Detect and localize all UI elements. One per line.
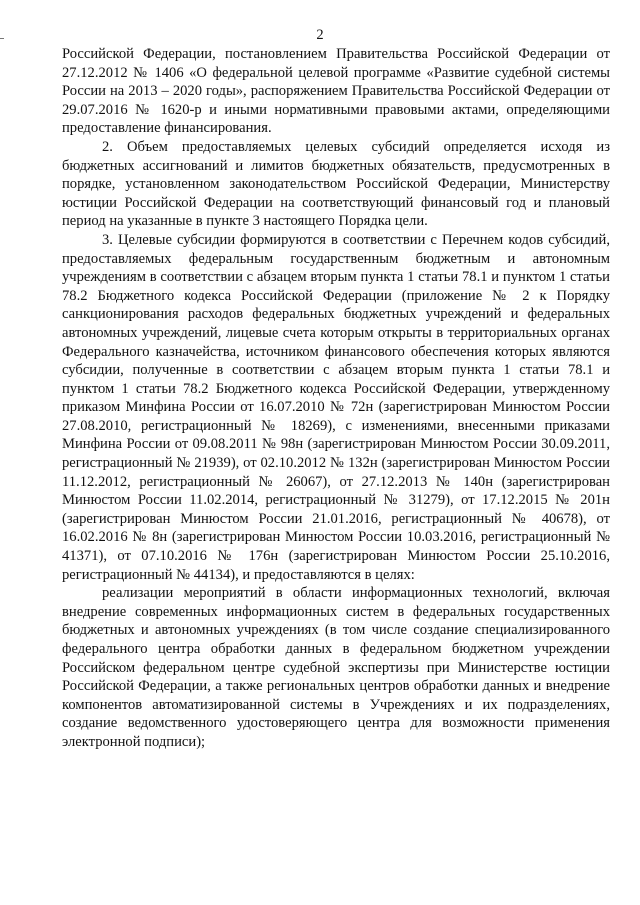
document-body (62, 45, 610, 752)
paragraph-continuation: Российской Федерации, постановлением Правительства Российской Федерации от 27.12.2012 № 1406 «О федеральной целевой программе «Развитие судебной системы России на 2013 – 2020 годы», распоряжением Правительства Российской Федерации от 29.07.2016 № 1620-р и иными нормативными правовыми актами, определяющими предоставление финансирования. (62, 46, 610, 137)
paragraph-purpose-1: реализации мероприятий в области информационных технологий, включая внедрение современных информационных систем в федеральных государственных бюджетных и автономных учреждениях (в том числе создание специализированного федерального центра обработки данных в федеральном бюджетном учреждении Российском федеральном центре судебной экспертизы при Министерстве юстиции Российской Федерации, а также региональных центров обработки данных и внедрение компонентов автоматизированной системы в Учреждениях и их подразделениях, создание ведомственного удостоверяющего центра для возможности применения электронной подписи); (62, 585, 610, 750)
page-number: 2 (316, 27, 324, 43)
paragraph-item-2: 2. Объем предоставляемых целевых субсидий определяется исходя из бюджетных ассигнований и лимитов бюджетных обязательств, предусмотренных в порядке, установленном законодательством Российской Федерации, Министерству юстиции Российской Федерации на соответствующий финансовый год и плановый период на указанные в пункте 3 настоящего Порядка цели. (62, 138, 610, 230)
paragraph-item-3: 3. Целевые субсидии формируются в соответствии с Перечнем кодов субсидий, предоставляемых федеральным государственным бюджетным и автономным учреждениям в соответствии с абзацем вторым пункта 1 статьи 78.1 и пунктом 1 статьи 78.2 Бюджетного кодекса Российской Федерации (приложение № 2 к Порядку санкционирования расходов федеральных бюджетных учреждений и федеральных автономных учреждений, лицевые счета которым открыты в территориальных органах Федерального казначейства, источником финансового обеспечения которых являются субсидии, полученные в соответствии с абзацем вторым пункта 1 статьи 78.1 и пунктом 1 статьи 78.2 Бюджетного кодекса Российской Федерации, утвержденному приказом Минфина России от 16.07.2010 № 72н (зарегистрирован Минюстом России 27.08.2010, регистрационный № 18269), с изменениями, внесенными приказами Минфина России от 09.08.2011 № 98н (зарегистрирован Минюстом России 30.09.2011, регистрационный № 21939), от 02.10.2012 № 132н (зарегистрирован Минюстом России 11.12.2012, регистрационный № 26067), от 27.12.2013 № 140н (зарегистрирован Минюстом России 11.02.2014, регистрационный № 31279), от 17.12.2015 № 201н (зарегистрирован Минюстом России 21.01.2016, регистрационный № 40678), от 16.02.2016 № 8н (зарегистрирован Минюстом России 10.03.2016, регистрационный № 41371), от 07.10.2016 № 176н (зарегистрирован Минюстом России 25.10.2016, регистрационный № 44134), и предоставляются в целях: (62, 231, 610, 583)
